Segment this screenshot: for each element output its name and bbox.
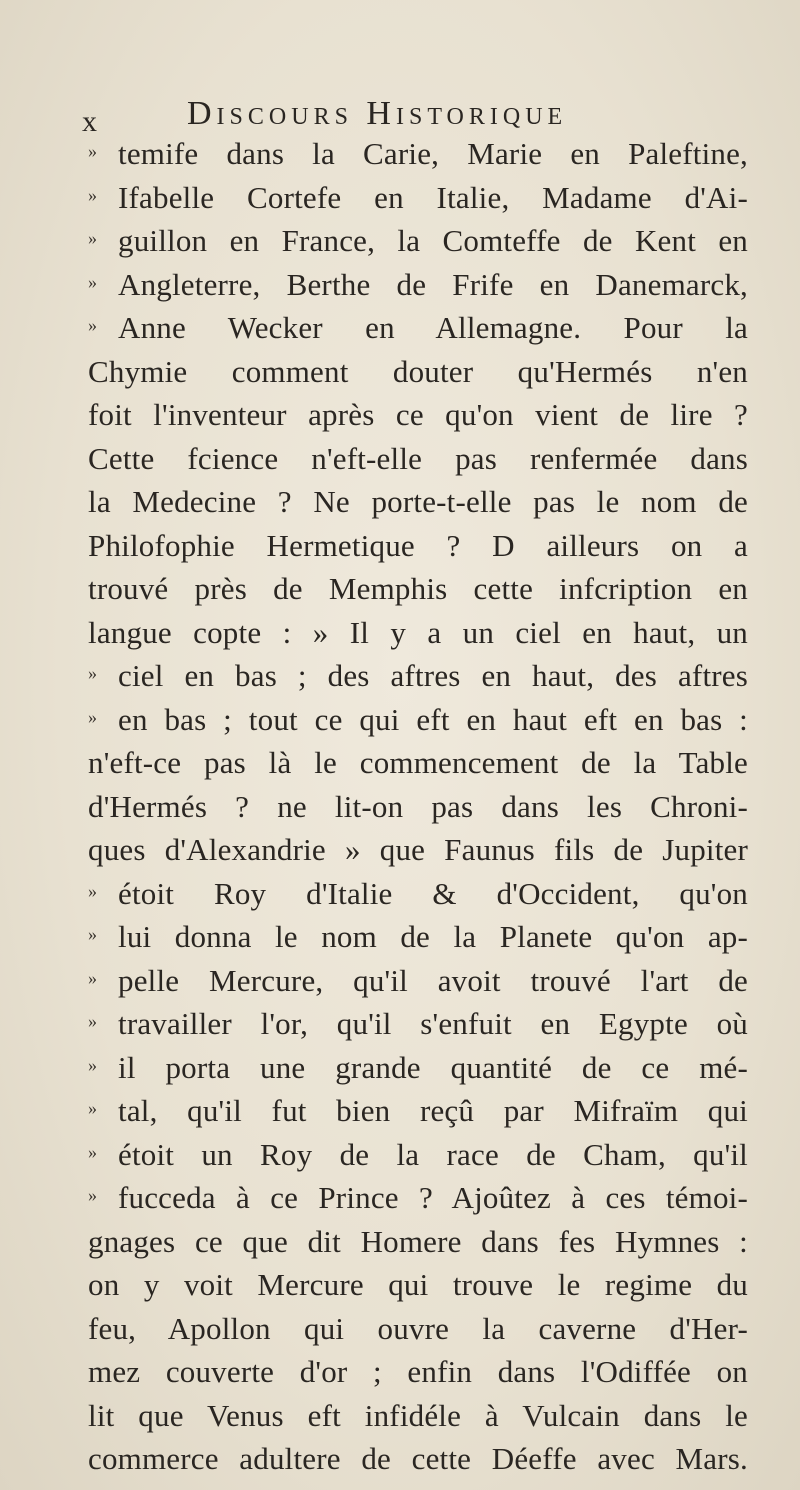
line-text: lit que Venus eft infidéle à Vulcain dans le — [88, 1397, 748, 1433]
line-text: la Medecine ? Ne porte-t-elle pas le nom de — [88, 484, 748, 519]
text-line — [88, 567, 748, 611]
text-line — [88, 1220, 748, 1264]
line-text: feu, Apollon qui ouvre la caverne d'Her- — [88, 1310, 748, 1346]
line-text: Ifabelle Cortefe en Italie, Madame d'Ai- — [118, 179, 748, 215]
text-line — [88, 611, 748, 655]
line-text: travailler l'or, qu'il s'enfuit en Egypte où — [118, 1006, 748, 1041]
text-line — [88, 1394, 748, 1438]
line-text: Anne Wecker en Allemagne. Pour la — [118, 310, 748, 345]
quote-mark: » — [88, 1141, 98, 1162]
quote-mark: » — [88, 1054, 98, 1075]
line-text: en bas ; tout ce qui eft en haut eft en bas : — [118, 701, 748, 737]
line-text: langue copte : » Il y a un ciel en haut, un — [88, 614, 748, 650]
quote-mark: » — [88, 184, 98, 205]
quote-mark: » — [88, 315, 98, 335]
line-text: gnages ce que dit Homere dans fes Hymnes : — [88, 1223, 748, 1259]
line-text: mez couverte d'or ; enfin dans l'Odiffée on — [88, 1354, 748, 1389]
text-line — [88, 1089, 748, 1133]
line-text: Philofophie Hermetique ? D ailleurs on a — [88, 527, 748, 563]
text-line — [88, 1002, 748, 1046]
quote-mark: » — [88, 663, 98, 683]
text-line — [88, 1133, 748, 1177]
line-text: ques d'Alexandrie » que Faunus fils de Jupiter — [88, 832, 748, 867]
text-line — [88, 176, 748, 220]
page-number: x — [82, 105, 98, 138]
text-line — [88, 306, 748, 350]
line-text: lui donna le nom de la Planete qu'on ap- — [118, 919, 748, 954]
quote-mark: » — [88, 880, 98, 901]
line-text: il porta une grande quantité de ce mé- — [118, 1049, 748, 1085]
quote-mark: » — [88, 1098, 98, 1118]
quote-mark: » — [88, 141, 98, 161]
line-text: fucceda à ce Prince ? Ajoûtez à ces témoi- — [118, 1180, 748, 1215]
line-text: commerce adultere de cette Déeffe avec Mars. — [88, 1441, 748, 1476]
text-line — [88, 219, 748, 263]
text-line — [88, 872, 748, 916]
line-text: Cette fcience n'eft-elle pas renfermée dans — [88, 440, 748, 476]
text-line — [88, 263, 748, 307]
text-line — [88, 1350, 748, 1394]
text-line — [88, 437, 748, 481]
text-line — [88, 1046, 748, 1090]
text-line — [88, 1437, 748, 1481]
text-line — [88, 350, 748, 394]
line-text: tal, qu'il fut bien reçû par Mifraïm qui — [118, 1093, 748, 1128]
line-text: d'Hermés ? ne lit-on pas dans les Chroni- — [88, 788, 748, 824]
text-line — [88, 915, 748, 959]
line-text: n'eft-ce pas là le commencement de la Table — [88, 745, 748, 780]
quote-mark: » — [88, 1185, 98, 1205]
text-line — [88, 741, 748, 785]
line-text: Angleterre, Berthe de Frife en Danemarck, — [118, 266, 748, 302]
quote-mark: » — [88, 271, 98, 292]
text-line — [88, 959, 748, 1003]
text-line — [88, 1263, 748, 1307]
line-text: on y voit Mercure qui trouve le regime du — [88, 1267, 748, 1302]
line-text: étoit un Roy de la race de Cham, qu'il — [118, 1136, 748, 1172]
text-line — [88, 524, 748, 568]
text-line — [88, 698, 748, 742]
body-text — [88, 132, 748, 1481]
line-text: pelle Mercure, qu'il avoit trouvé l'art de — [118, 962, 748, 998]
quote-mark: » — [88, 967, 98, 988]
quote-mark: » — [88, 924, 98, 944]
line-text: ciel en bas ; des aftres en haut, des aftres — [118, 658, 748, 693]
text-line — [88, 785, 748, 829]
text-line — [88, 828, 748, 872]
text-line — [88, 480, 748, 524]
line-text: étoit Roy d'Italie & d'Occident, qu'on — [118, 875, 748, 911]
text-line — [88, 132, 748, 176]
text-line — [88, 393, 748, 437]
line-text: Chymie comment douter qu'Hermés n'en — [88, 353, 748, 389]
text-line — [88, 1307, 748, 1351]
line-text: foit l'inventeur après ce qu'on vient de lire ? — [88, 397, 748, 432]
text-line — [88, 654, 748, 698]
text-line — [88, 1176, 748, 1220]
line-text: trouvé près de Memphis cette infcription en — [88, 571, 748, 606]
line-text: temife dans la Carie, Marie en Paleftine, — [118, 136, 748, 171]
quote-mark: » — [88, 1011, 98, 1031]
quote-mark: » — [88, 228, 98, 248]
running-head: Discours Historique — [187, 95, 568, 132]
line-text: guillon en France, la Comteffe de Kent en — [118, 223, 748, 258]
quote-mark: » — [88, 706, 98, 727]
